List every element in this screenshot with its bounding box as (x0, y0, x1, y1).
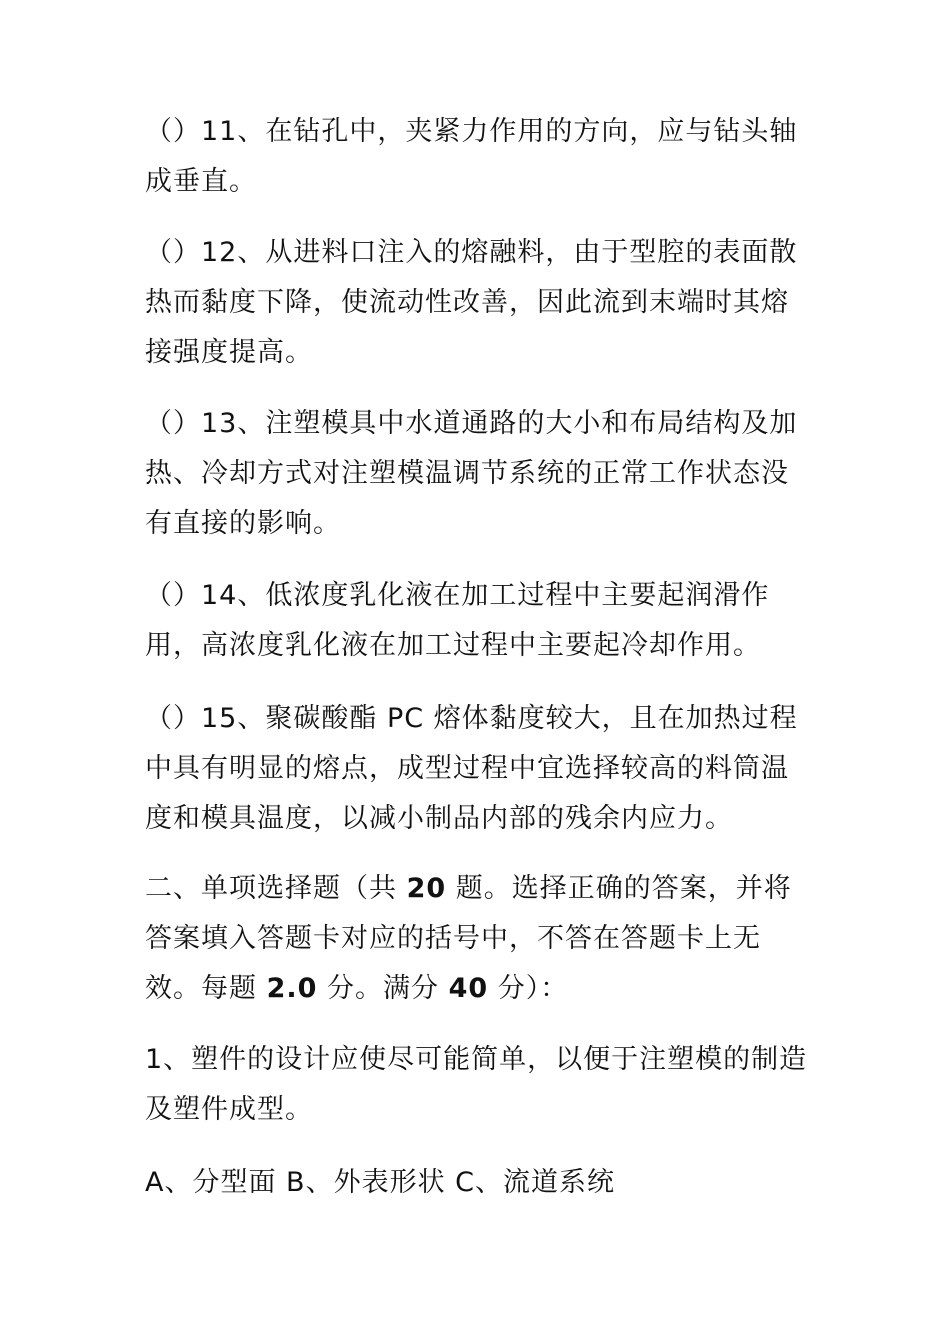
section-2-text: 分）： (488, 973, 569, 1004)
question-14 (145, 571, 815, 671)
section-2-text: 效。每题 (145, 973, 267, 1004)
question-15-line-2: 中具有明显的熔点，成型过程中宜选择较高的料筒温 (145, 753, 789, 784)
question-13-line-2: 热、冷却方式对注塑模温调节系统的正常工作状态没 (145, 458, 789, 489)
mc-question-1-options-line: A、分型面 B、外表形状 C、流道系统 (145, 1167, 616, 1198)
question-13-line-1: （）13、注塑模具中水道通路的大小和布局结构及加 (145, 408, 798, 439)
section-2-heading (145, 864, 815, 1014)
section-2-line-3 (145, 964, 815, 1014)
section-2-text: 二、单项选择题（共 (145, 873, 407, 904)
section-2-text: 分。满分 (317, 973, 449, 1004)
mc-question-1-options (145, 1158, 815, 1208)
question-15-line-3: 度和模具温度，以减小制品内部的残余内应力。 (145, 803, 733, 834)
question-11 (145, 107, 815, 207)
mc-question-1 (145, 1035, 815, 1135)
question-12-line-1: （）12、从进料口注入的熔融料，由于型腔的表面散 (145, 237, 798, 268)
mc-question-1-line-1: 1、塑件的设计应使尽可能简单，以便于注塑模的制造 (145, 1044, 808, 1075)
question-12 (145, 228, 815, 378)
question-13 (145, 399, 815, 549)
question-11-line-2: 成垂直。 (145, 166, 257, 197)
question-15-line-1: （）15、聚碳酸酯 PC 熔体黏度较大，且在加热过程 (145, 703, 798, 734)
question-11-line-1: （）11、在钻孔中，夹紧力作用的方向，应与钻头轴 (145, 116, 798, 147)
section-2-text: 题。选择正确的答案，并将 (446, 873, 792, 904)
section-2-line-2: 答案填入答题卡对应的括号中，不答在答题卡上无 (145, 923, 761, 954)
question-12-line-2: 热而黏度下降，使流动性改善，因此流到末端时其熔 (145, 287, 789, 318)
points-per-question: 2.0 (266, 973, 318, 1004)
question-15 (145, 694, 815, 844)
section-2-line-1 (145, 864, 815, 914)
question-14-line-2: 用，高浓度乳化液在加工过程中主要起冷却作用。 (145, 630, 761, 661)
question-13-line-3: 有直接的影响。 (145, 508, 341, 539)
question-12-line-3: 接强度提高。 (145, 337, 313, 368)
mc-question-1-line-2: 及塑件成型。 (145, 1094, 313, 1125)
question-14-line-1: （）14、低浓度乳化液在加工过程中主要起润滑作 (145, 580, 770, 611)
total-points: 40 (448, 973, 489, 1004)
question-count: 20 (406, 873, 447, 904)
